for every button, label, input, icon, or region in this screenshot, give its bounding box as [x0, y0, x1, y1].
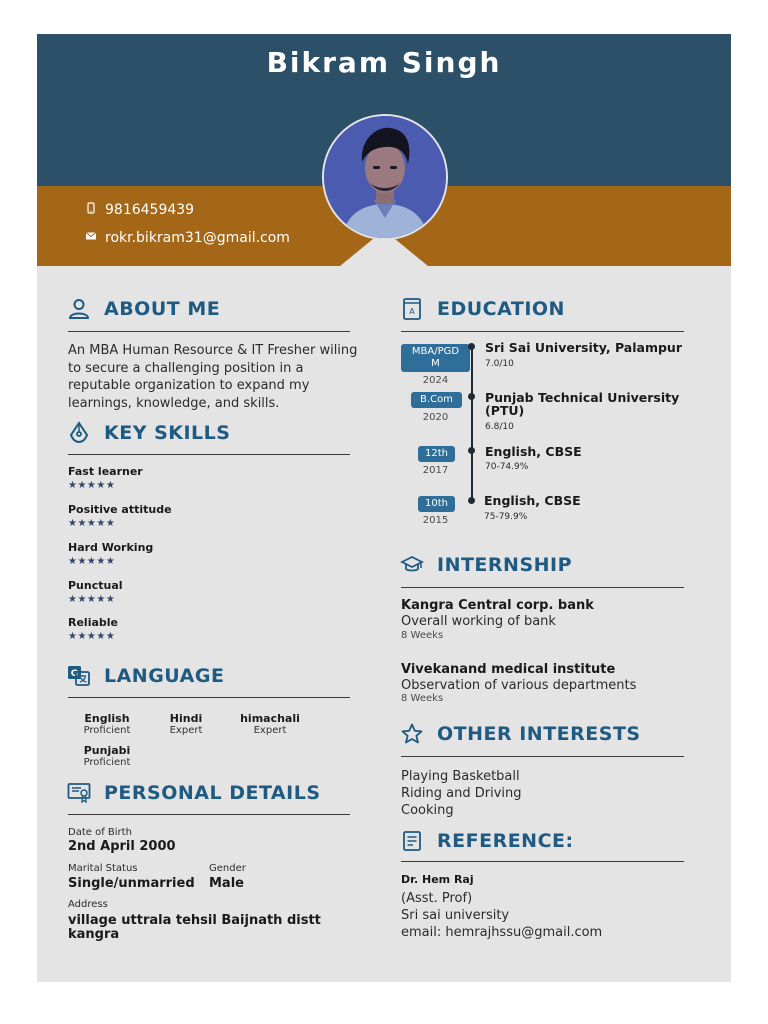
degree-line: 10th [425, 498, 448, 509]
timeline-dot [468, 497, 475, 504]
internship-duration: 8 Weeks [401, 630, 444, 641]
skill-rating: ★★★★★ [68, 594, 116, 605]
dob-value: 2nd April 2000 [68, 839, 176, 854]
graduation-cap-icon [399, 552, 425, 578]
book-icon [399, 296, 425, 322]
skill-item [68, 503, 172, 530]
svg-text:A: A [409, 307, 415, 316]
candidate-name: Bikram Singh [266, 46, 502, 79]
reference-line: (Asst. Prof) [401, 891, 473, 906]
skill-rating: ★★★★★ [68, 480, 116, 491]
personal-title: PERSONAL DETAILS [104, 782, 321, 804]
language-level: Proficient [83, 757, 131, 768]
internship-duration: 8 Weeks [401, 693, 444, 704]
skill-name: Reliable [68, 616, 118, 629]
edu-year: 2020 [422, 412, 449, 423]
person-icon [66, 296, 92, 322]
language-item [146, 712, 226, 736]
language-title: LANGUAGE [104, 665, 225, 687]
skill-rating: ★★★★★ [68, 631, 116, 642]
about-line: reputable organization to expand my [68, 378, 310, 393]
about-heading [66, 296, 220, 322]
interest-item: Riding and Driving [401, 786, 522, 801]
institution-line: English, CBSE [484, 493, 581, 508]
timeline-dot [468, 343, 475, 350]
degree-line: B.Com [420, 394, 453, 405]
language-item [67, 744, 147, 768]
internship-title: INTERNSHIP [437, 554, 573, 576]
skill-item [68, 465, 143, 492]
language-name: Punjabi [83, 744, 131, 757]
address-line: kangra [68, 927, 120, 942]
language-name: Hindi [169, 712, 203, 725]
address-value [68, 914, 321, 942]
email-row [85, 230, 290, 246]
timeline-dot [468, 447, 475, 454]
address-line: village uttrala tehsil Baijnath distt [68, 913, 321, 928]
skill-item [68, 541, 153, 568]
star-icon [399, 721, 425, 747]
about-line: learnings, knowledge, and skills. [68, 395, 280, 411]
reference-email[interactable]: email: hemrajhssu@gmail.com [401, 925, 603, 940]
document-icon [399, 828, 425, 854]
internship-org: Vivekanand medical institute [401, 662, 616, 677]
language-name: English [84, 712, 130, 725]
address-label: Address [68, 899, 108, 910]
degree-badge [418, 496, 455, 512]
skill-name: Hard Working [68, 541, 154, 554]
skill-name: Fast learner [68, 465, 143, 478]
language-rule [68, 697, 350, 698]
language-item [230, 712, 310, 736]
translate-icon [66, 663, 92, 689]
degree-line: M [431, 358, 440, 369]
about-title: ABOUT ME [104, 298, 221, 320]
certificate-icon [66, 780, 92, 806]
about-text [68, 342, 358, 412]
reference-line: Sri sai university [401, 908, 510, 923]
interest-item: Playing Basketball [401, 769, 520, 784]
language-level: Expert [253, 725, 287, 736]
edu-year: 2017 [422, 465, 449, 476]
personal-rule [68, 814, 350, 815]
degree-badge [418, 446, 455, 462]
skills-title: KEY SKILLS [104, 422, 231, 444]
skill-item [68, 579, 123, 606]
institution-line: English, CBSE [485, 444, 582, 459]
internship-rule [401, 587, 684, 588]
institution-line: Punjab Technical University [485, 390, 680, 405]
skills-rule [68, 454, 350, 455]
institution-line: Sri Sai University, Palampur [485, 340, 682, 355]
language-heading [66, 663, 224, 689]
reference-name: Dr. Hem Raj [401, 873, 474, 886]
interests-heading [399, 721, 641, 747]
internship-org: Kangra Central corp. bank [401, 598, 594, 613]
marital-label: Marital Status [68, 863, 138, 874]
internship-heading [399, 552, 572, 578]
interests-rule [401, 756, 684, 757]
pen-nib-icon [66, 420, 92, 446]
about-line: to secure a challenging position in a [68, 360, 304, 376]
interests-title: OTHER INTERESTS [437, 723, 641, 745]
edu-score: 6.8/10 [485, 422, 514, 432]
skill-rating: ★★★★★ [68, 556, 116, 567]
reference-heading [399, 828, 574, 854]
dob-label: Date of Birth [68, 827, 132, 838]
profile-photo [322, 114, 448, 240]
personal-heading [66, 780, 321, 806]
degree-line: MBA/PGD [411, 346, 460, 357]
language-level: Proficient [83, 725, 131, 736]
timeline-dot [468, 393, 475, 400]
skill-name: Positive attitude [68, 503, 172, 516]
reference-title: REFERENCE: [437, 830, 574, 852]
degree-badge [401, 344, 470, 372]
gender-value: Male [209, 876, 244, 891]
edu-institution [485, 391, 679, 417]
about-line: An MBA Human Resource & IT Fresher wiling [68, 343, 358, 358]
edu-score: 70-74.9% [485, 462, 529, 472]
phone-number: 9816459439 [105, 202, 195, 218]
skills-heading [66, 420, 230, 446]
edu-score: 7.0/10 [485, 359, 514, 369]
skill-item [68, 616, 118, 643]
skill-name: Punctual [68, 579, 123, 592]
svg-text:G: G [70, 669, 79, 679]
degree-badge [411, 392, 462, 408]
edu-year: 2024 [422, 375, 449, 386]
edu-year: 2015 [422, 515, 449, 526]
education-timeline [471, 346, 473, 503]
phone-icon [85, 202, 97, 218]
edu-institution [484, 494, 581, 507]
education-rule [401, 331, 684, 332]
gender-label: Gender [209, 863, 246, 874]
language-item [67, 712, 147, 736]
interest-item: Cooking [401, 803, 454, 818]
reference-rule [401, 861, 684, 862]
mail-icon [85, 230, 97, 246]
edu-institution [485, 445, 582, 458]
marital-value: Single/unmarried [68, 876, 195, 891]
email-address[interactable]: rokr.bikram31@gmail.com [105, 230, 290, 246]
resume-sheet [37, 34, 731, 982]
language-name: himachali [240, 712, 300, 725]
education-title: EDUCATION [437, 298, 565, 320]
language-level: Expert [169, 725, 203, 736]
phone-row [85, 202, 194, 218]
education-heading [399, 296, 565, 322]
institution-line: (PTU) [485, 403, 525, 418]
edu-score: 75-79.9% [484, 512, 528, 522]
internship-desc: Observation of various departments [401, 678, 637, 693]
internship-desc: Overall working of bank [401, 614, 556, 629]
degree-line: 12th [425, 448, 448, 459]
about-rule [68, 331, 350, 332]
skill-rating: ★★★★★ [68, 518, 116, 529]
edu-institution [485, 341, 682, 354]
